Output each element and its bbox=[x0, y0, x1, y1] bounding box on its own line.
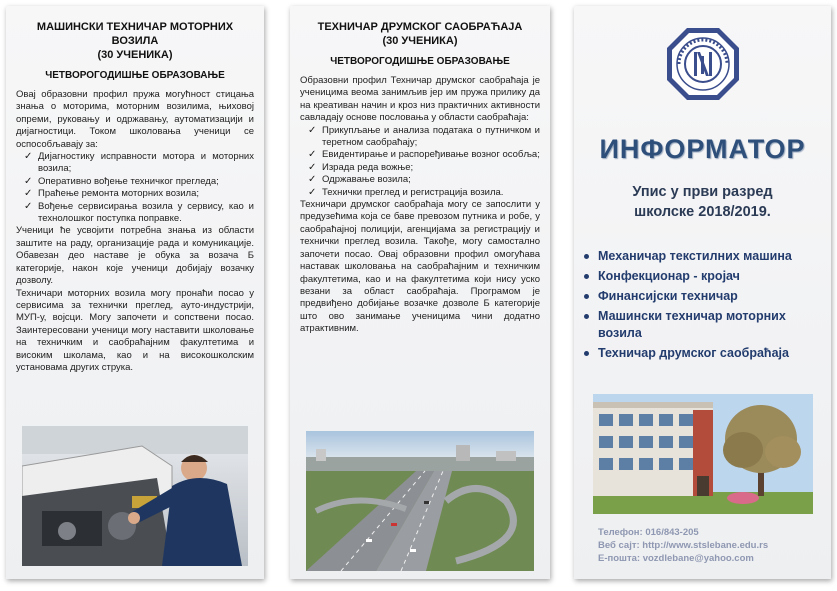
checkmark-icon: ✓ bbox=[308, 174, 317, 186]
checkmark-icon: ✓ bbox=[24, 175, 33, 187]
enrollment-heading bbox=[574, 182, 831, 222]
mechanic-photo bbox=[22, 426, 248, 566]
bullet-icon bbox=[584, 351, 589, 356]
panel2-item-text: Израда реда вожње; bbox=[322, 161, 414, 173]
panel1-body bbox=[16, 89, 254, 374]
program-label: Конфекционар - кројач bbox=[598, 269, 740, 283]
panel1-list-item bbox=[24, 151, 254, 176]
panel2-list-item bbox=[308, 125, 540, 150]
checkmark-icon: ✓ bbox=[308, 124, 317, 136]
bullet-icon bbox=[584, 314, 589, 319]
program-item bbox=[580, 248, 826, 265]
school-building-photo bbox=[593, 394, 813, 514]
bullet-icon bbox=[584, 294, 589, 299]
panel2-list-item bbox=[308, 187, 540, 199]
contact-email[interactable]: Е-пошта: vozdlebane@yahoo.com bbox=[598, 553, 754, 564]
panel2-list-item bbox=[308, 149, 540, 161]
panel2-checklist bbox=[300, 125, 540, 199]
panel1-item-text: Праћење ремонта моторних возила; bbox=[38, 188, 200, 200]
panel-road-traffic-technician bbox=[290, 6, 550, 579]
checkmark-icon: ✓ bbox=[24, 188, 33, 200]
programs-list bbox=[580, 248, 826, 365]
panel-cover bbox=[574, 6, 831, 579]
school-logo bbox=[665, 26, 741, 102]
program-item bbox=[580, 268, 826, 285]
program-label: Механичар текстилних машина bbox=[598, 249, 792, 263]
panel2-title: ТЕХНИЧАР ДРУМСКОГ САОБРАЋАЈА bbox=[317, 21, 523, 33]
contact-phone: Телефон: 016/843-205 bbox=[598, 527, 699, 538]
checkmark-icon: ✓ bbox=[24, 200, 33, 212]
panel2-item-text: Прикупљање и анализа података о путничком и теретном саобраћају; bbox=[322, 124, 540, 149]
program-label: Финансијски техничар bbox=[598, 289, 738, 303]
panel1-para3: Техничари моторних возила могу пронаћи посао у сервисима за технички преглед, ауто-индустрији, МУП-у, војсци. Могу започети и сопствени посао. Заинтересовани ученици могу наставити школовање на техничким и саобраћајним факултетима и високим школама, као и на високошколским установама других струка. bbox=[16, 287, 254, 373]
panel2-subtitle: ЧЕТВОРОГОДИШЊЕ ОБРАЗОВАЊЕ bbox=[330, 56, 510, 67]
program-item bbox=[580, 308, 826, 342]
panel1-count: (30 УЧЕНИКА) bbox=[97, 49, 173, 61]
enrollment-line-1: Упис у први разред bbox=[632, 184, 773, 200]
panel1-list-item bbox=[24, 201, 254, 226]
highway-photo bbox=[306, 431, 534, 571]
panel2-count: (30 УЧЕНИКА) bbox=[382, 35, 458, 47]
bullet-icon bbox=[584, 274, 589, 279]
panel1-list-item bbox=[24, 176, 254, 188]
panel2-para2: Техничари друмског саобраћаја могу се запослити у предузећима која се баве превозом путника и робе, у саобраћајној полицији, агенцијама за регистрацију и технички преглед возила. Такође, могу самостално започети посао. Овај образовни профил омогућава наставак школовања на саобраћајним и техничким факултетима, као и на факултетима који нису уско везани за област саобраћаја. Програмом је предвиђено добијање возачке дозволе Б категорије што ово занимање ученицима чини додатно атрактивним. bbox=[300, 199, 540, 335]
panel2-list-item bbox=[308, 162, 540, 174]
checkmark-icon: ✓ bbox=[308, 186, 317, 198]
panel1-checklist bbox=[16, 151, 254, 225]
panel-mechanical-technician bbox=[6, 6, 264, 579]
panel1-title: МАШИНСКИ ТЕХНИЧАР МОТОРНИХ ВОЗИЛА bbox=[36, 21, 234, 47]
panel1-para2: Ученици ће усвојити потребна знања из области заштите на раду, организације рада и комуникације. Обавезан део наставе је обука за возача Б категорије, након које ученици добијају возачку дозволу. bbox=[16, 225, 254, 287]
program-item bbox=[580, 345, 826, 362]
program-item bbox=[580, 288, 826, 305]
panel1-item-text: Оперативно вођење техничког прегледа; bbox=[38, 175, 219, 187]
contact-website[interactable]: Веб сајт: http://www.stslebane.edu.rs bbox=[598, 540, 769, 551]
panel1-item-text: Вођење сервисирања возила у сервису, као и технолошког поступка поправке. bbox=[38, 200, 254, 225]
checkmark-icon: ✓ bbox=[24, 151, 33, 163]
panel1-subtitle: ЧЕТВОРОГОДИШЊЕ ОБРАЗОВАЊЕ bbox=[45, 70, 225, 81]
program-label: Техничар друмског саобраћаја bbox=[598, 346, 789, 360]
panel1-list-item bbox=[24, 188, 254, 200]
bullet-icon bbox=[584, 254, 589, 259]
panel2-body bbox=[300, 75, 540, 336]
panel2-item-text: Технички преглед и регистрација возила. bbox=[322, 186, 504, 198]
program-label: Машински техничар моторних возила bbox=[598, 309, 786, 340]
contact-info bbox=[598, 526, 768, 565]
panel2-item-text: Евидентирање и распоређивање возног особља; bbox=[322, 149, 540, 161]
checkmark-icon: ✓ bbox=[308, 149, 317, 161]
panel2-intro: Образовни профил Техничар друмског саобраћаја је ученицима веома занимљив јер им пружа прилику да на креативан начин и кроз низ практичних активности савладају основе пословања у области саобраћаја: bbox=[300, 75, 540, 124]
checkmark-icon: ✓ bbox=[308, 161, 317, 173]
informator-title: ИНФОРМАТОР bbox=[599, 134, 806, 164]
panel1-intro: Овај образовни профил пружа могућност стицања знања о моторима, моторним возилима, њиховој опреми, руковању и одржавању, аутоматизацији и дијагностици. Током школовања ученици се оспособљавају за: bbox=[16, 89, 254, 150]
enrollment-line-2: школске 2018/2019. bbox=[634, 204, 771, 220]
panel1-item-text: Дијагностику исправности мотора и моторних возила; bbox=[38, 151, 254, 175]
panel2-list-item bbox=[308, 174, 540, 186]
panel2-item-text: Одржавање возила; bbox=[322, 174, 411, 186]
